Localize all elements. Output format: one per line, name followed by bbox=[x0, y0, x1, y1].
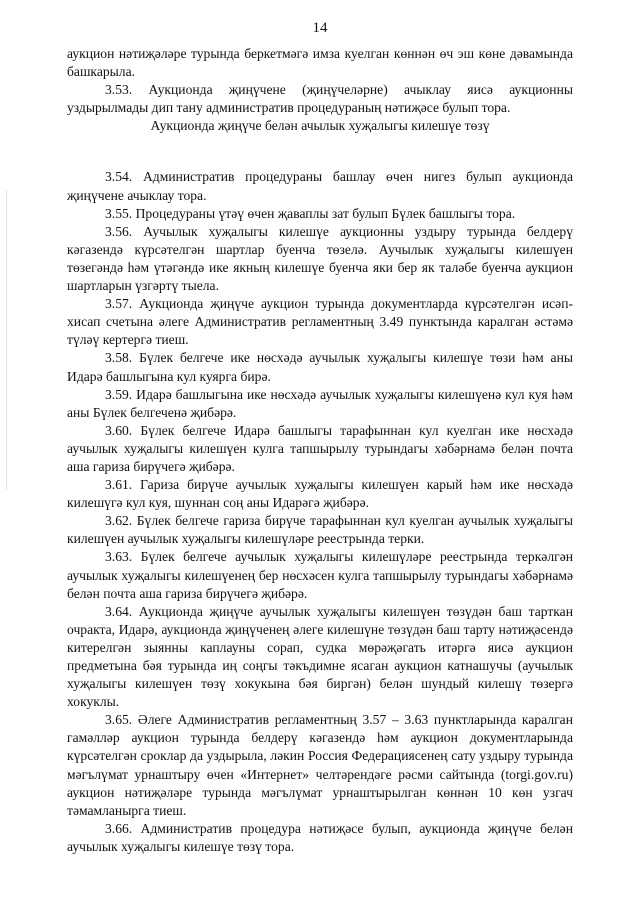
paragraph-3-56: 3.56. Аучылык хуҗалыгы килешүе аукционны уздыру турында белдерү кәгазендә күрсәтелгән шартлар буенча төзелә. Аучылык хуҗалыгы килешүен төзегәндә һәм үтәгәндә ике якның килешүе буенча яки бер як таләбе буенча аукцион шартларын үзгәртү тыела. bbox=[67, 223, 573, 294]
paragraph-3-55: 3.55. Процедураны үтәү өчен җаваплы зат булып Бүлек башлыгы тора. bbox=[105, 205, 516, 221]
paragraph-3-60: 3.60. Бүлек белгече Идарә башлыгы тарафыннан кул куелган ике нөсхәдә аучылык хуҗалыгы килешүен кулга тапшырылу турындагы хәбәрнамә белән почта аша гариза бирүчегә җибәрә. bbox=[67, 422, 573, 474]
paragraph-3-63: 3.63. Бүлек белгече аучылык хуҗалыгы килешүләре реестрында теркәлгән аучылык хуҗалыгы килешүенең бер нөсхәсен кулга тапшырылу турындагы хәбәрнамә белән почта аша гариза бирүчегә җибәрә. bbox=[67, 549, 573, 601]
paragraph-3-58: 3.58. Бүлек белгече ике нөсхәдә аучылык хуҗалыгы килешүе төзи һәм аны Идарә башлыгына кул куярга бирә. bbox=[67, 350, 573, 384]
paragraph-continuation: аукцион нәтиҗәләре турында беркетмәгә имза куелган көннән өч эш көне дәвамында башкарыла. bbox=[67, 46, 573, 80]
paragraph-3-57: 3.57. Аукционда җиңүче аукцион турында документларда күрсәтелгән исәп-хисап счетына әлеге Административ регламентның 3.49 пунктында каралган әстәмә түләү кертергә тиеш. bbox=[67, 296, 573, 348]
paragraph-3-64: 3.64. Аукционда җиңүче аучылык хуҗалыгы килешүен төзүдән баш тарткан очракта, Идарә, аукционда җиңүченең әлеге килешүне төзүдән баш тарту нәтиҗәсендә китерелгән зыянны каплауны сорап, судка мөрәҗәгать итәргә яисә аукцион предметына бәя турында иң соңгы тәкъдимне ясаган аукцион катнашучы (аучылык хуҗалыгы килешүен төзү хокукына бәя биргән) белән шундый килешү төзергә хокуклы. bbox=[67, 603, 573, 710]
paragraph-3-65: 3.65. Әлеге Административ регламентның 3.57 – 3.63 пунктларында каралган гамәлләр аукцион турында белдерү кәгазендә һәм аукцион документларында күрсәтелгән сроклар да уздырыла, ләкин Россия Федерациясенең сату уздыру турында мәгълүмат урнаштыру өчен «Интернет» челтәрендәге рәсми сайтында (torgi.gov.ru) аукцион нәтиҗәләре турында мәгълүмат урнаштырылган көннән 10 көн узгач тәмамланырга тиеш. bbox=[67, 712, 573, 818]
section-heading: Аукционда җиңүче белән ачылык хуҗалыгы килешүе төзү bbox=[150, 118, 490, 134]
paragraph-3-59: 3.59. Идарә башлыгына ике нөсхәдә аучылык хуҗалыгы килешүенә кул куя һәм аны Бүлек белгеченә җибәрә. bbox=[67, 386, 573, 420]
document-body bbox=[67, 45, 573, 856]
paragraph-3-61: 3.61. Гариза бирүче аучылык хуҗалыгы килешүен карый һәм ике нөсхәдә килешүгә кул куя, шуннан соң аны Идарәгә җибәрә. bbox=[67, 477, 573, 511]
paragraph-3-54: 3.54. Административ процедураны башлау өчен нигез булып аукционда җиңүчене ачыклау тора. bbox=[67, 169, 573, 203]
paragraph-3-66: 3.66. Административ процедура нәтиҗәсе булып, аукционда җиңүче белән аучылык хуҗалыгы килешүе төзү тора. bbox=[67, 820, 573, 854]
paragraph-3-62: 3.62. Бүлек белгече гариза бирүче тарафыннан кул куелган аучылык хуҗалыгы килешүен аучылык хуҗалыгы килешүләре реестрында терки. bbox=[67, 513, 573, 547]
paragraph-3-53: 3.53. Аукционда җиңүчене (җиңүчеләрне) ачыклау яисә аукционны уздырылмады дип тану административ процедураның нәтиҗәсе булып тора. bbox=[67, 82, 573, 116]
scan-edge-mark bbox=[6, 190, 7, 490]
page-number: 14 bbox=[312, 20, 328, 36]
